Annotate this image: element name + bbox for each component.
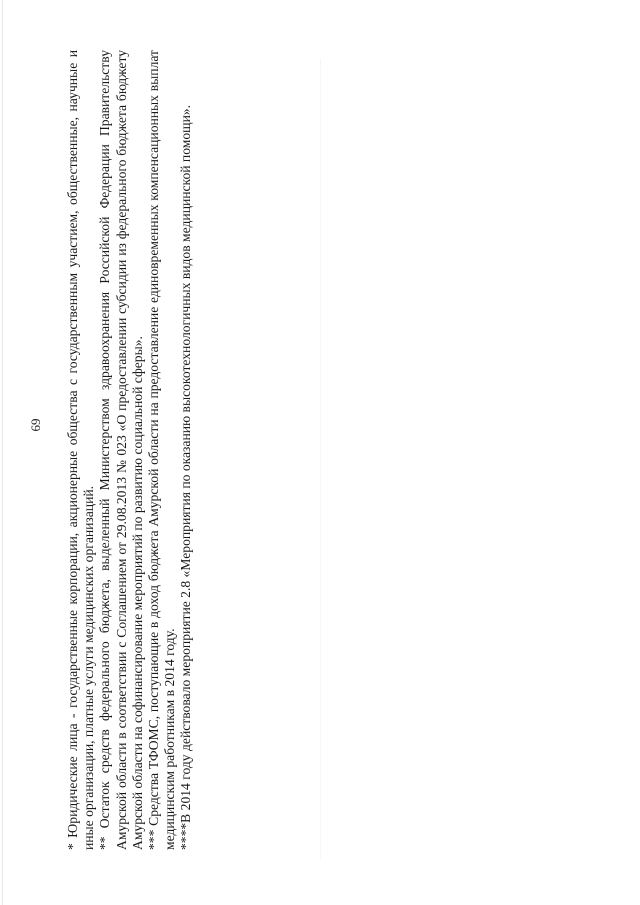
- footnotes-block: [65, 50, 245, 850]
- scan-edge-line: [2, 0, 3, 905]
- scan-fold-line: [320, 60, 322, 860]
- footnote-federal-budget-balance: ** Остаток средств федерального бюджета, выделенный Министерством здравоохранения Российской Федерации Правительству Амурской области в соответствии с Соглашением от 29.08.2013 № 023 «О предоставлении субсидии из федерального бюджета бюджету Амурской области на софинансирование мероприятий по развитию социальной сферы».: [97, 50, 145, 850]
- footnote-measure-2-8: ****В 2014 году действовало мероприятие 2.8 «Мероприятия по оказанию высокотехнологичных видов медицинской помощи».: [178, 104, 194, 850]
- footnote-legal-entities: * Юридические лица - государственные корпорации, акционерные общества с государственным участием, общественные, научные и иные организации, платные услуги медицинских организаций.: [65, 50, 97, 850]
- footnote-tfoms-funds: *** Средства ТФОМС, поступающие в доход бюджета Амурской области на предоставление единовременных компенсационных выплат медицинским работникам в 2014 году.: [146, 50, 178, 850]
- page-number: 69: [28, 418, 43, 432]
